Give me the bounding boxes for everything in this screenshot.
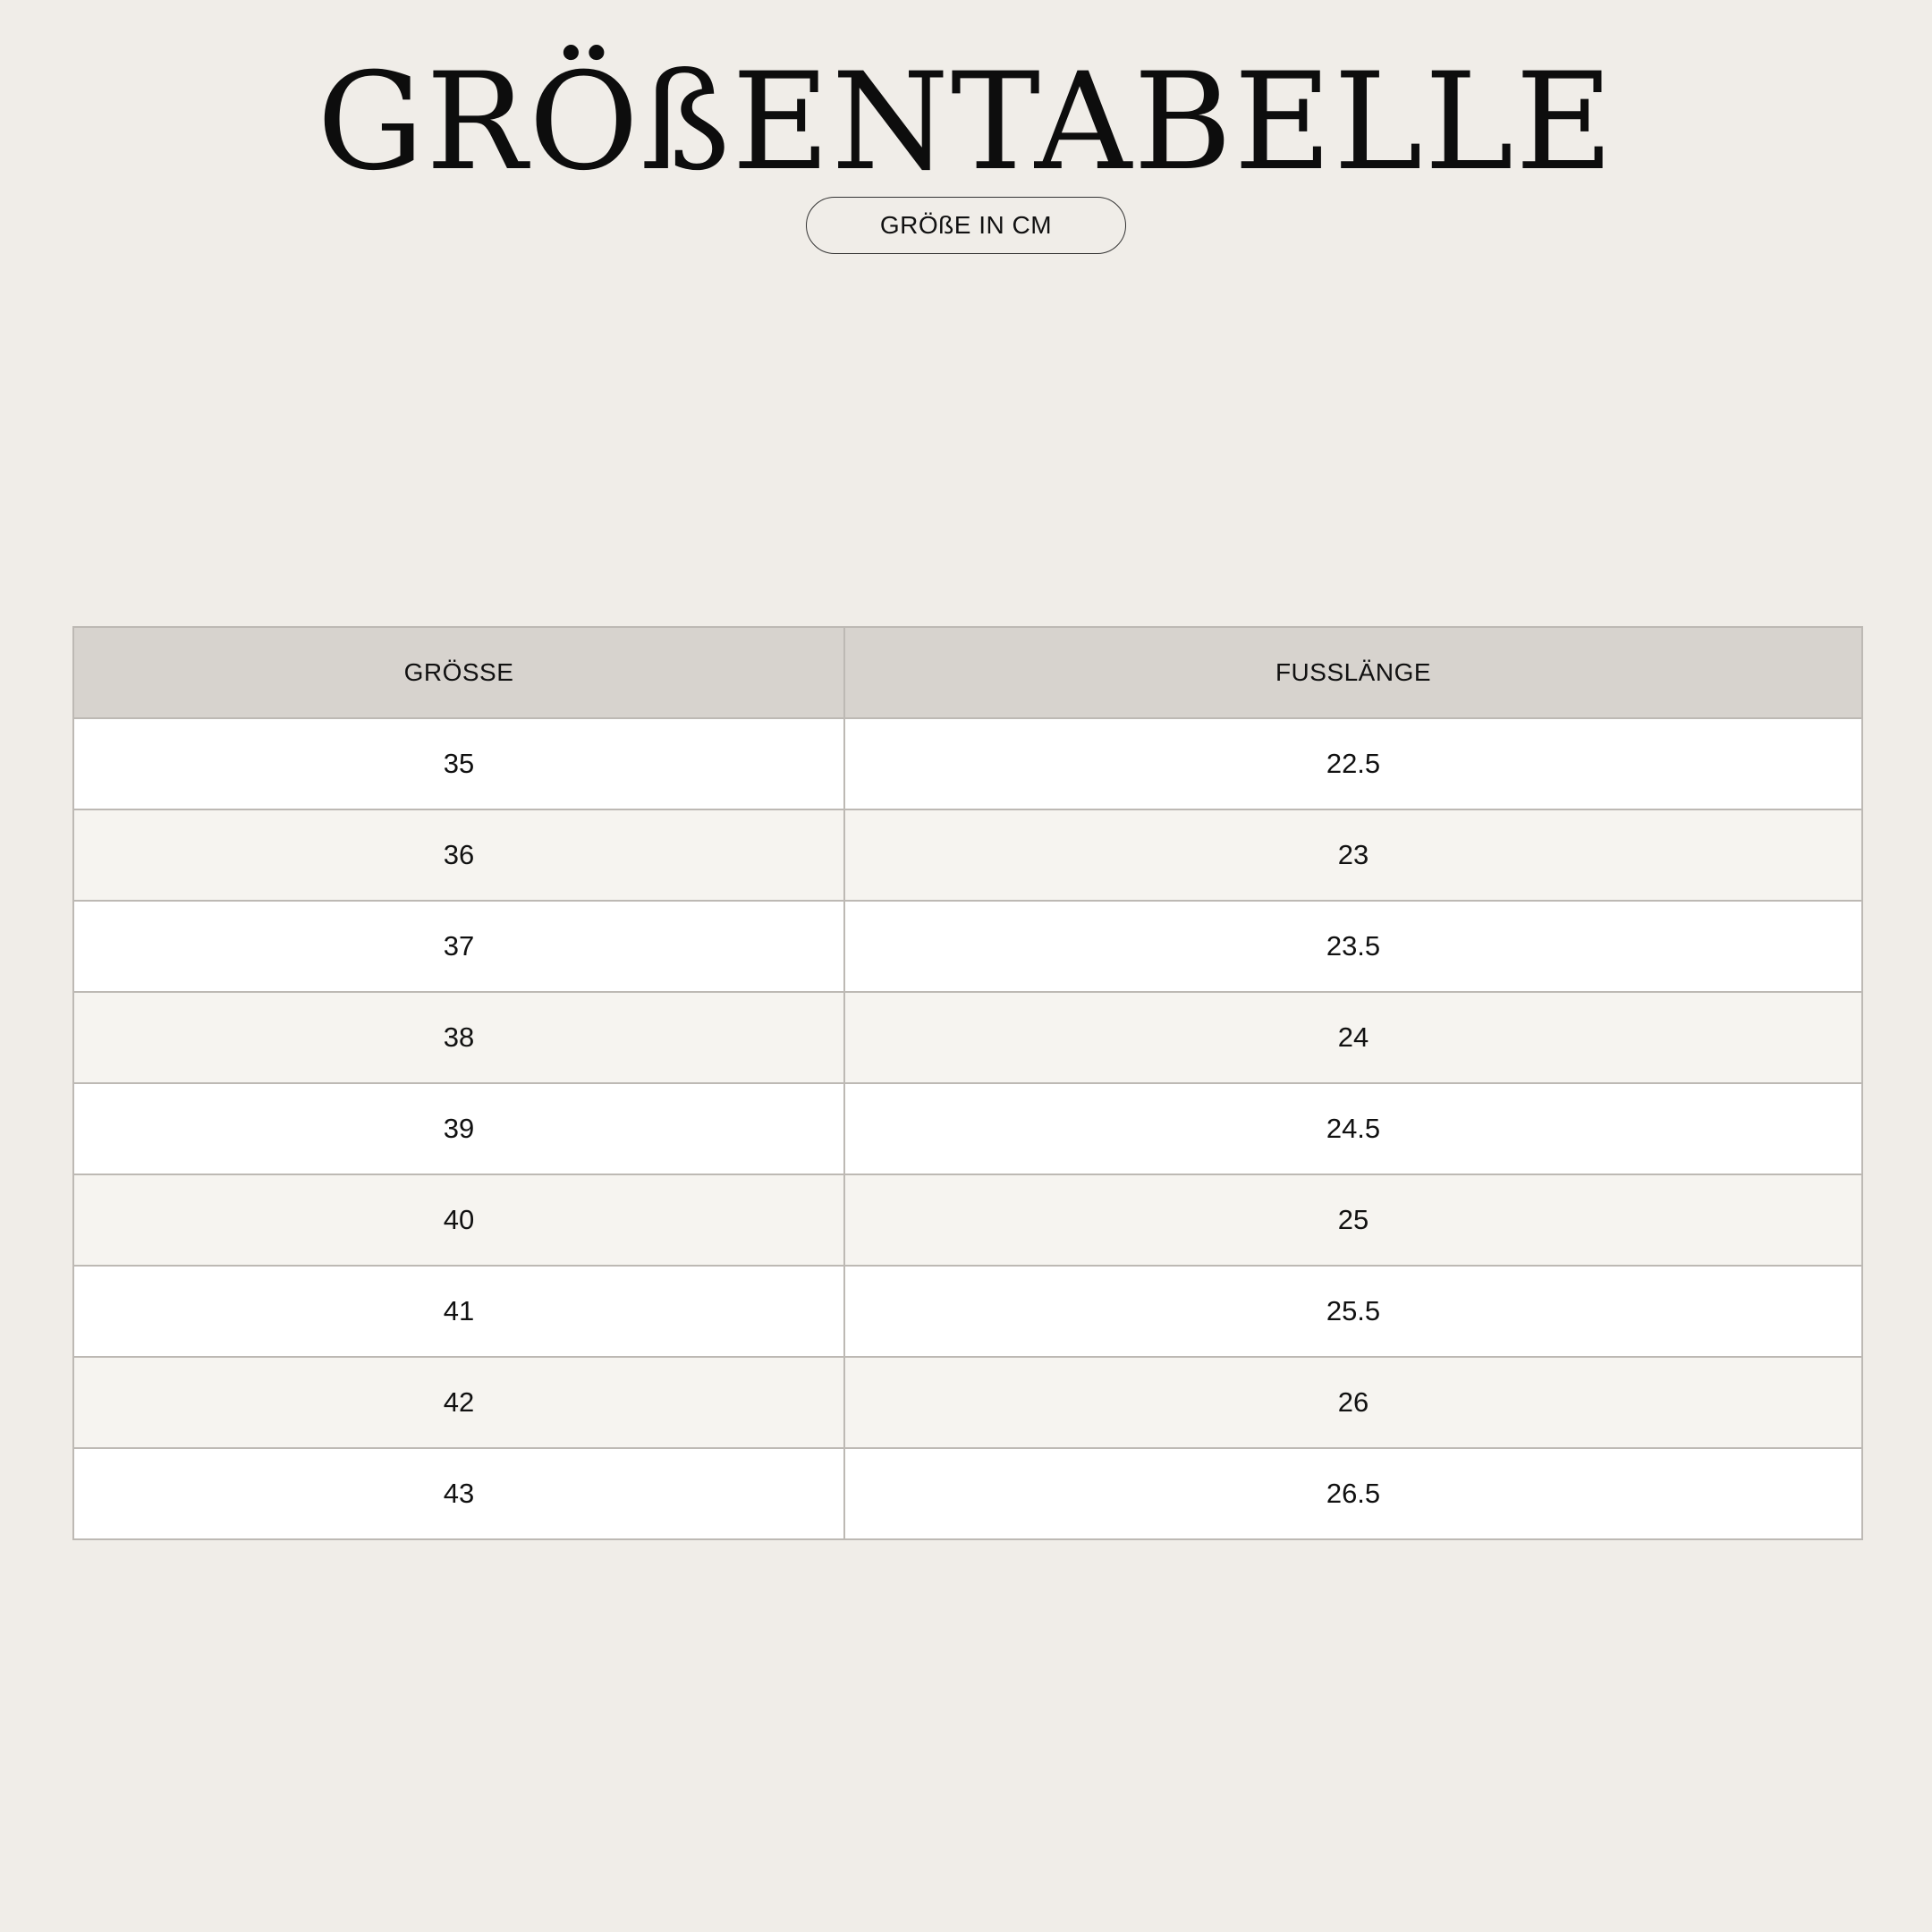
table-header-row	[73, 627, 1862, 718]
column-header-foot-length: FUSSLÄNGE	[844, 627, 1862, 718]
page-title: GRÖßENTABELLE	[317, 45, 1615, 200]
table-row	[73, 1266, 1862, 1357]
foot-length-cell: 26	[844, 1357, 1862, 1448]
size-table	[72, 626, 1863, 1540]
size-cell: 39	[73, 1083, 844, 1174]
foot-length-cell: 26.5	[844, 1448, 1862, 1539]
unit-badge	[806, 197, 1126, 254]
table-row	[73, 992, 1862, 1083]
size-cell: 35	[73, 718, 844, 809]
unit-badge-label: GRÖßE IN CM	[879, 211, 1053, 239]
foot-length-cell: 24	[844, 992, 1862, 1083]
table-row	[73, 901, 1862, 992]
size-cell: 41	[73, 1266, 844, 1357]
foot-length-cell: 25	[844, 1174, 1862, 1266]
size-cell: 42	[73, 1357, 844, 1448]
foot-length-cell: 23.5	[844, 901, 1862, 992]
table-row	[73, 1174, 1862, 1266]
size-cell: 36	[73, 809, 844, 901]
table-row	[73, 1357, 1862, 1448]
column-header-size: GRÖSSE	[73, 627, 844, 718]
size-cell: 37	[73, 901, 844, 992]
table-row	[73, 1083, 1862, 1174]
foot-length-cell: 23	[844, 809, 1862, 901]
size-cell: 38	[73, 992, 844, 1083]
table-row	[73, 809, 1862, 901]
table-row	[73, 1448, 1862, 1539]
size-cell: 43	[73, 1448, 844, 1539]
table-row	[73, 718, 1862, 809]
size-cell: 40	[73, 1174, 844, 1266]
foot-length-cell: 24.5	[844, 1083, 1862, 1174]
foot-length-cell: 25.5	[844, 1266, 1862, 1357]
foot-length-cell: 22.5	[844, 718, 1862, 809]
